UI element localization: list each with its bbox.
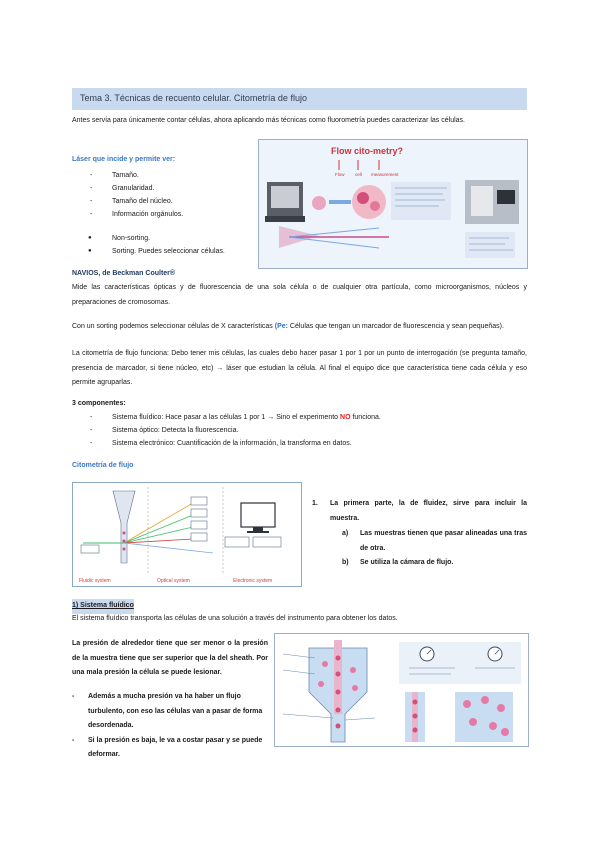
warning-flag: NO xyxy=(340,414,351,421)
sub-point-a xyxy=(312,527,527,556)
pressure-list xyxy=(72,690,268,763)
point-text: La primera parte, la de fluidez, sirve para incluir la muestra. xyxy=(330,500,527,522)
sorting-prefix: Con un sorting podemos seleccionar células de X características xyxy=(72,323,273,330)
component-item: - Sistema óptico: Detecta la fluorescencia. xyxy=(72,424,527,437)
point-1 xyxy=(312,497,527,526)
diagram-label: Electronic system xyxy=(233,578,273,584)
sub-point-b xyxy=(312,556,527,571)
sorting-paragraph xyxy=(72,320,527,335)
laser-item: - Granularidad. xyxy=(72,182,262,195)
cytometry-paragraph: La citometría de flujo funciona: Debo tener mis células, las cuales debo hacer pasar 1 por 1 por un punto de interrogación (se pregunta tamaño, presencia de marcador, si tiene núcleo, etc) → láser que estudian la célula. Al final el equipo dice que característica tiene cada célula y eso permite agruparlas. xyxy=(72,350,527,386)
component-item: - Sistema electrónico: Cuantificación de la información, la transforma en datos. xyxy=(72,437,527,450)
pressure-item: - Si la presión es baja, le va a costar pasar y se puede deformar. xyxy=(72,736,263,758)
flow-system-illustration xyxy=(73,483,301,586)
flow-figure-title: Flow cito-metry? xyxy=(331,146,404,156)
laser-item: - Tamaño. xyxy=(72,169,262,182)
flow-figure-label: measurement xyxy=(371,172,399,177)
sub-point-text: Las muestras tienen que pasar alineadas una tras de otra. xyxy=(360,530,527,552)
laser-item: - Información orgánulos. xyxy=(72,208,262,221)
components-list xyxy=(72,411,527,450)
flow-figure-label: Flow xyxy=(335,172,345,177)
pe-label: (Pe: xyxy=(274,323,288,330)
sub-point-text: Se utiliza la cámara de flujo. xyxy=(360,559,454,566)
flow-figure-label: cell xyxy=(355,172,362,177)
laser-bullet: ● Sorting. Puedes seleccionar células. xyxy=(72,245,262,258)
flujo-points xyxy=(312,497,527,571)
diagram-label: Fluidic system xyxy=(79,578,111,584)
laser-section xyxy=(72,153,262,258)
point-number: 1. xyxy=(312,500,318,507)
fluidic-illustration xyxy=(275,634,528,746)
page-title: Tema 3. Técnicas de recuento celular. Citometría de flujo xyxy=(80,93,307,103)
pressure-item: - Además a mucha presión va ha haber un flujo turbulento, con eso las células van a pasar de forma desordenada. xyxy=(72,693,263,729)
fluidico-text: El sistema fluídico transporta las células de una solución a través del instrumento para obtener los datos. xyxy=(72,615,398,622)
pe-text: Células que tengan un marcador de fluorescencia y sean pequeñas). xyxy=(289,323,504,330)
laser-heading: Láser que incide y permite ver: xyxy=(72,156,176,163)
laser-bullet: ● Non-sorting. xyxy=(72,232,262,245)
flujo-heading: Citometría de flujo xyxy=(72,462,134,469)
sub-point-letter: b) xyxy=(342,559,349,566)
component-item: - Sistema fluídico: Hace pasar a las células 1 por 1 → Sino el experimento NO funciona. xyxy=(72,411,527,424)
intro-paragraph: Antes servía para únicamente contar células, ahora aplicando más técnicas como fluorometría puedes caracterizar las células. xyxy=(72,117,465,124)
flow-cytometry-figure xyxy=(258,139,528,269)
fluidico-heading: 1) Sistema fluídico xyxy=(72,599,134,614)
flow-cytometry-illustration xyxy=(259,140,527,268)
sub-point-letter: a) xyxy=(342,530,349,537)
flow-system-diagram xyxy=(72,482,302,587)
pressure-paragraph: La presión de alrededor tiene que ser menor o la presión de la muestra tiene que ser superior que la del sheath. Por una mala presión la célula se puede lesionar. xyxy=(72,640,268,676)
components-heading: 3 componentes: xyxy=(72,400,126,407)
navios-heading: NAVIOS, de Beckman Coulter® xyxy=(72,270,176,277)
laser-item: - Tamaño del núcleo. xyxy=(72,195,262,208)
fluidic-figure xyxy=(274,633,529,747)
diagram-label: Optical system xyxy=(157,578,190,584)
navios-text: Mide las características ópticas y de fluorescencia de una sola célula o de cualquier otra partícula, como microorganismos, núcleos y preparaciones de cromosomas. xyxy=(72,284,527,306)
